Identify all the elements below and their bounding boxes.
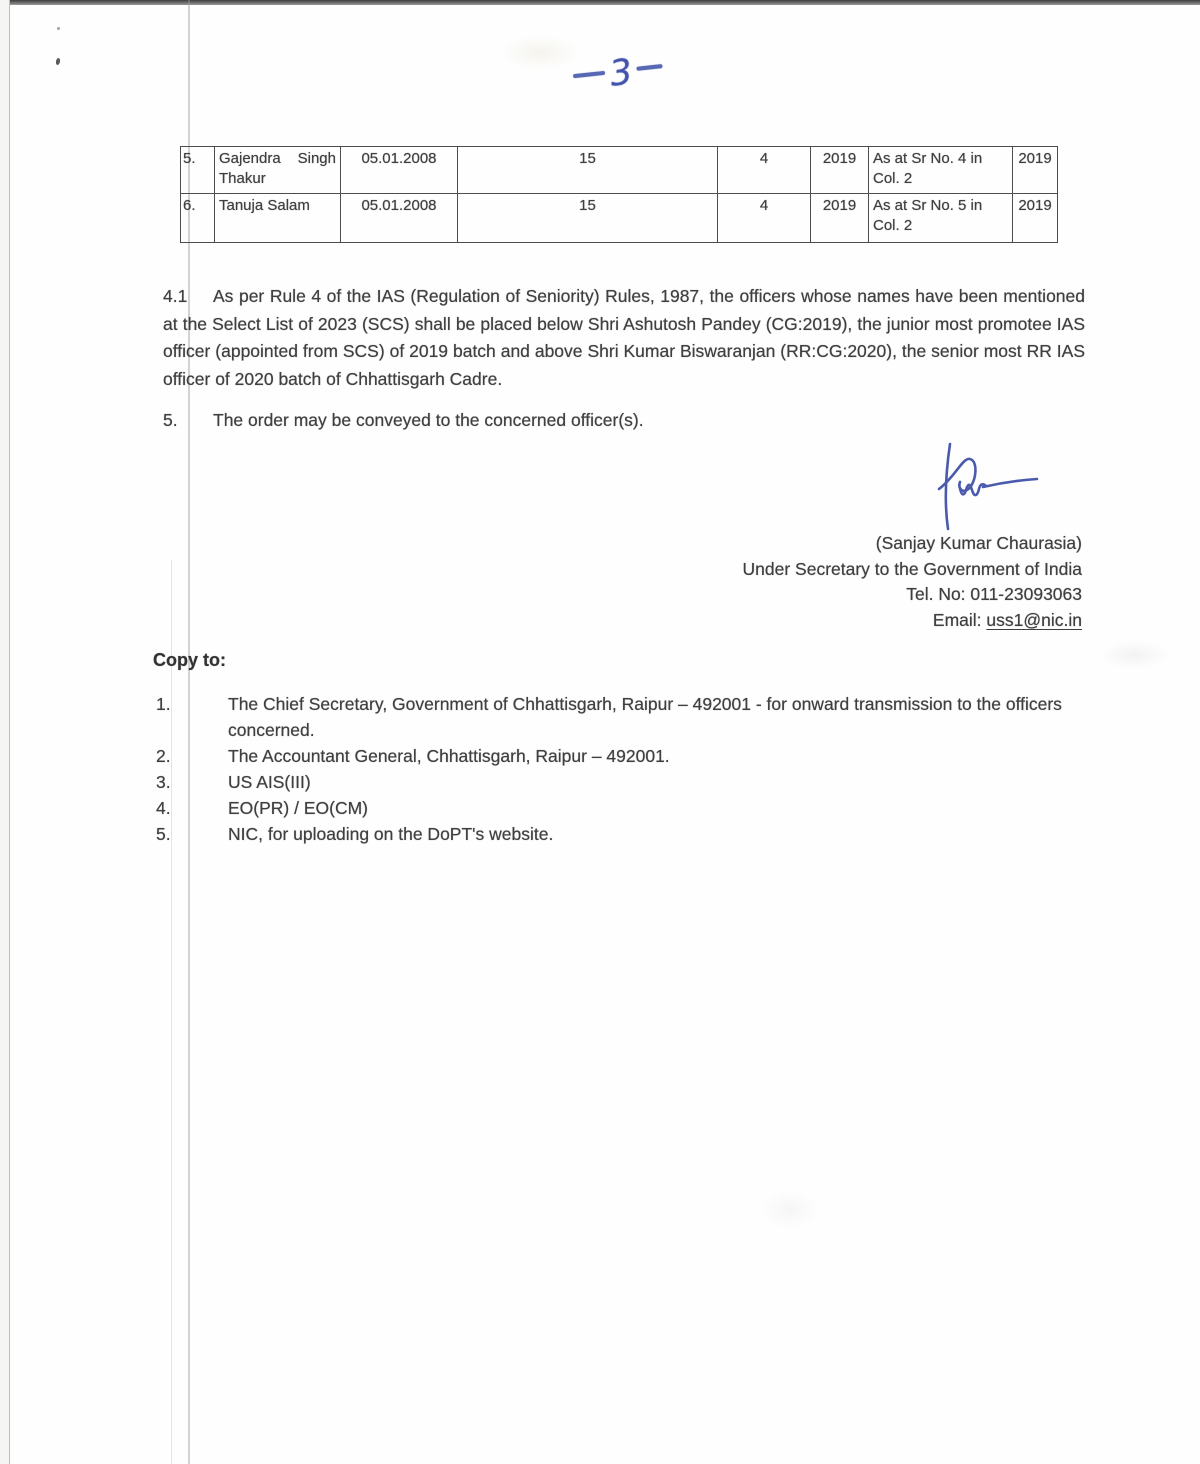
handwritten-dash (573, 71, 605, 78)
cell-col4: 15 (458, 194, 718, 243)
copy-item-text: The Accountant General, Chhattisgarh, Raipur – 492001. (228, 746, 670, 766)
copy-item-number: 1. (156, 694, 171, 714)
cell-col5: 4 (718, 147, 811, 194)
handwritten-dash (637, 64, 663, 70)
cell-date: 05.01.2008 (341, 194, 458, 243)
paragraph-number: 4.1 (163, 286, 188, 306)
scan-speck (55, 58, 60, 66)
copy-item-number: 2. (156, 746, 171, 766)
paragraph-4-1 (163, 283, 1085, 393)
cell-officer-name: Tanuja Salam (215, 194, 341, 243)
seniority-table (180, 146, 1058, 243)
signatory-title: Under Secretary to the Government of India (742, 558, 1082, 579)
copy-item (156, 691, 1091, 743)
copy-item-text: US AIS(III) (228, 772, 311, 792)
scan-smudge (500, 35, 580, 70)
cell-col5: 4 (718, 194, 811, 243)
copy-item (156, 769, 1091, 795)
cell-date: 05.01.2008 (341, 147, 458, 194)
signature-ink (933, 441, 1045, 535)
email-label: Email: (932, 609, 987, 630)
copy-item (156, 795, 1091, 821)
copy-item-number: 3. (156, 772, 171, 792)
copy-item-number: 5. (156, 824, 171, 844)
cell-placement: As at Sr No. 4 in Col. 2 (869, 147, 1013, 194)
cell-officer-name: Gajendra Singh Thakur (215, 147, 341, 194)
scan-left-edge-line (9, 0, 10, 1464)
copy-item-number: 4. (156, 798, 171, 818)
cell-col6: 2019 (811, 147, 869, 194)
scan-speck (57, 27, 60, 30)
table-row (181, 194, 1058, 243)
signatory-block (400, 531, 1082, 633)
copy-item (156, 821, 1091, 847)
page-number-digit: 3 (607, 51, 635, 95)
copy-item-text: The Chief Secretary, Government of Chhattisgarh, Raipur – 492001 - for onward transmission to the officers concerned. (228, 694, 1062, 740)
cell-sr-no: 5. (181, 147, 215, 194)
scan-smudge (760, 1190, 820, 1230)
cell-col4: 15 (458, 147, 718, 194)
cell-col8: 2019 (1013, 147, 1058, 194)
paragraph-text: As per Rule 4 of the IAS (Regulation of Seniority) Rules, 1987, the officers whose names have been mentioned at the Select List of 2023 (SCS) shall be placed below Shri Ashutosh Pandey (CG:2019), the junior most promotee IAS officer (appointed from SCS) of 2019 batch and above Shri Kumar Biswaranjan (RR:CG:2020), the senior most RR IAS officer of 2020 batch of Chhattisgarh Cadre. (163, 286, 1085, 389)
email-link: uss1@nic.in (986, 609, 1082, 630)
scan-left-margin (0, 0, 9, 1464)
handwritten-page-number (572, 48, 694, 98)
copy-item-text: NIC, for uploading on the DoPT's website. (228, 824, 554, 844)
cell-col6: 2019 (811, 194, 869, 243)
cell-placement: As at Sr No. 5 in Col. 2 (869, 194, 1013, 243)
paragraph-text: The order may be conveyed to the concerned officer(s). (213, 410, 644, 430)
paragraph-5 (163, 407, 1085, 435)
signatory-email-line (400, 608, 1082, 634)
scan-top-edge (0, 0, 1200, 5)
scan-smudge (1100, 640, 1170, 670)
table-row (181, 147, 1058, 194)
paragraph-number: 5. (163, 410, 178, 430)
copy-item (156, 743, 1091, 769)
copy-to-heading: Copy to: (153, 650, 226, 670)
signatory-phone: Tel. No: 011-23093063 (906, 584, 1082, 604)
copy-item-text: EO(PR) / EO(CM) (228, 798, 368, 818)
cell-col8: 2019 (1013, 194, 1058, 243)
copy-to-list (156, 691, 1091, 847)
cell-sr-no: 6. (181, 194, 215, 243)
signatory-name: (Sanjay Kumar Chaurasia) (875, 533, 1082, 553)
